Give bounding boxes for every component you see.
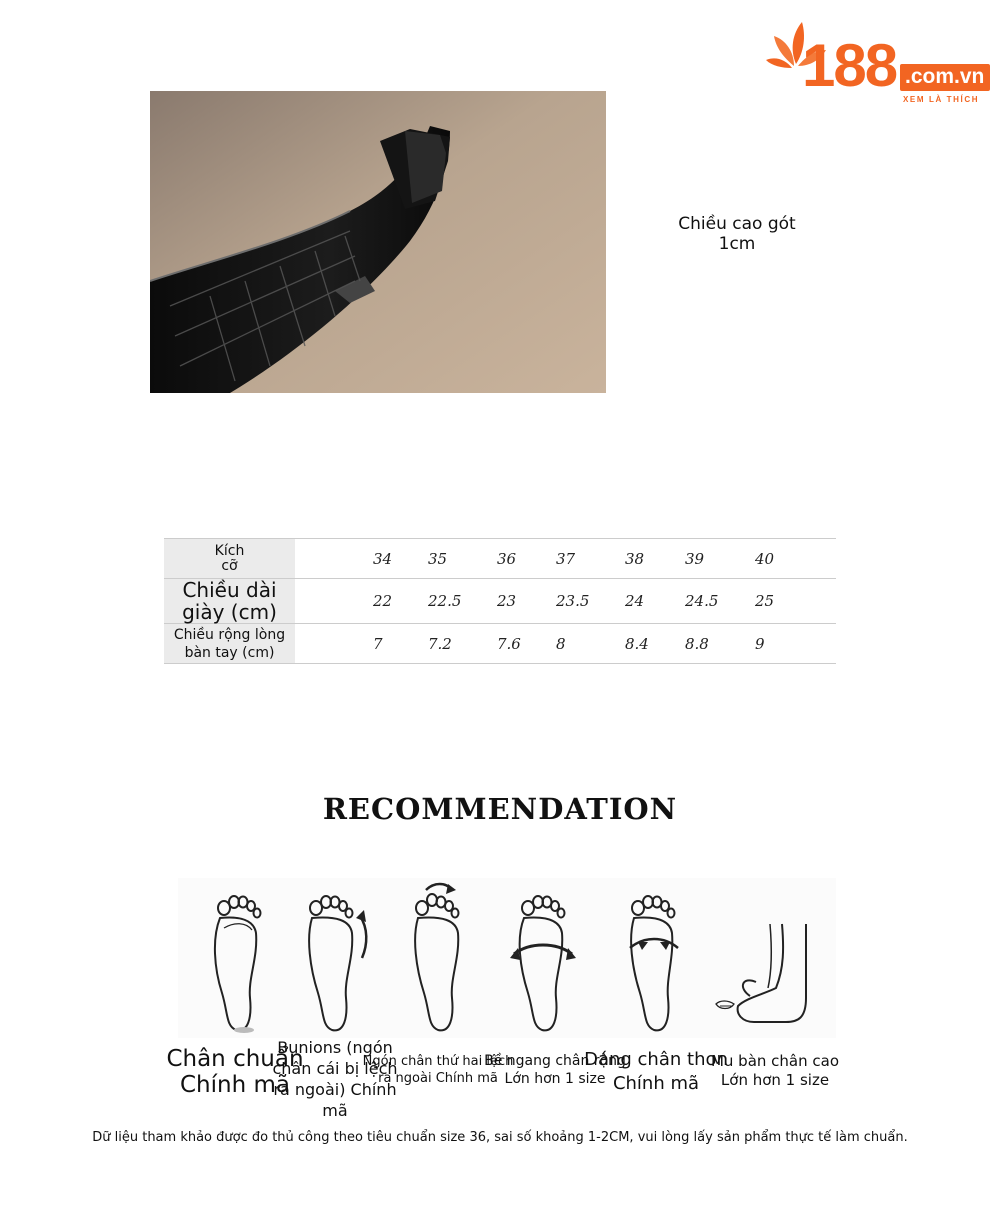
foot-label-standard: Chân chuẩn Chính mã xyxy=(166,1046,304,1098)
table-cell: 37 xyxy=(556,539,625,579)
table-cell: 23 xyxy=(497,579,556,624)
table-cell: 8.4 xyxy=(625,624,685,664)
table-cell: 7.2 xyxy=(428,624,497,664)
brand-logo xyxy=(766,16,994,108)
table-cell: 39 xyxy=(685,539,755,579)
table-cell: 25 xyxy=(755,579,836,624)
table-cell: 24 xyxy=(625,579,685,624)
recommendation-title: RECOMMENDATION xyxy=(322,792,678,826)
table-cell: 24.5 xyxy=(685,579,755,624)
heel-height-value: 1cm xyxy=(718,234,756,254)
table-cell: 7.6 xyxy=(497,624,556,664)
foot-bunion-icon xyxy=(302,878,382,1038)
table-row xyxy=(164,539,836,579)
heel-height-info xyxy=(662,214,812,254)
table-cell: 8 xyxy=(556,624,625,664)
row-header-length: Chiều dài giày (cm) xyxy=(164,579,295,624)
logo-tagline: XEM LÀ THÍCH xyxy=(903,95,980,104)
table-cell: 38 xyxy=(625,539,685,579)
heel-height-label: Chiều cao gót xyxy=(678,214,796,234)
foot-label-second-toe: Ngón chân thứ hai lệch ra ngoài Chính mã xyxy=(362,1054,514,1086)
foot-wide-icon xyxy=(506,878,586,1038)
table-cell: 8.8 xyxy=(685,624,755,664)
table-cell: 22.5 xyxy=(428,579,497,624)
foot-high-instep-icon xyxy=(706,878,826,1038)
foot-label-bunion: Bunions (ngón chân cái bị lệch ra ngoài) Chính mã xyxy=(272,1038,398,1120)
table-row xyxy=(164,579,836,624)
table-cell: 34 xyxy=(295,539,428,579)
size-table xyxy=(164,538,836,664)
table-cell: 23.5 xyxy=(556,579,625,624)
table-cell: 40 xyxy=(755,539,836,579)
table-cell: 36 xyxy=(497,539,556,579)
row-header-width: Chiều rộng lòng bàn tay (cm) xyxy=(164,624,295,664)
table-cell: 22 xyxy=(295,579,428,624)
foot-label-slim: Dáng chân thon Chính mã xyxy=(584,1049,728,1094)
table-cell: 7 xyxy=(295,624,428,664)
foot-icon xyxy=(196,878,276,1038)
product-photo xyxy=(150,91,606,393)
table-cell: 9 xyxy=(755,624,836,664)
row-header-size: Kích cỡ xyxy=(164,539,295,579)
foot-label-wide: Bề ngang chân rộng Lớn hơn 1 size xyxy=(484,1053,626,1087)
logo-domain: .com.vn xyxy=(900,64,990,91)
foot-slim-icon xyxy=(618,878,698,1038)
table-cell: 35 xyxy=(428,539,497,579)
measurement-note: Dữ liệu tham khảo được đo thủ công theo tiêu chuẩn size 36, sai số khoảng 1-2CM, vui lòng lấy sản phẩm thực tế làm chuẩn. xyxy=(92,1130,908,1145)
foot-second-toe-icon xyxy=(406,878,486,1038)
table-row xyxy=(164,624,836,664)
foot-label-high-instep: Mu bàn chân cao Lớn hơn 1 size xyxy=(710,1052,840,1089)
feet-illustration xyxy=(178,878,836,1038)
logo-number: 188 xyxy=(802,32,897,99)
shoe-heel-image xyxy=(150,91,606,393)
